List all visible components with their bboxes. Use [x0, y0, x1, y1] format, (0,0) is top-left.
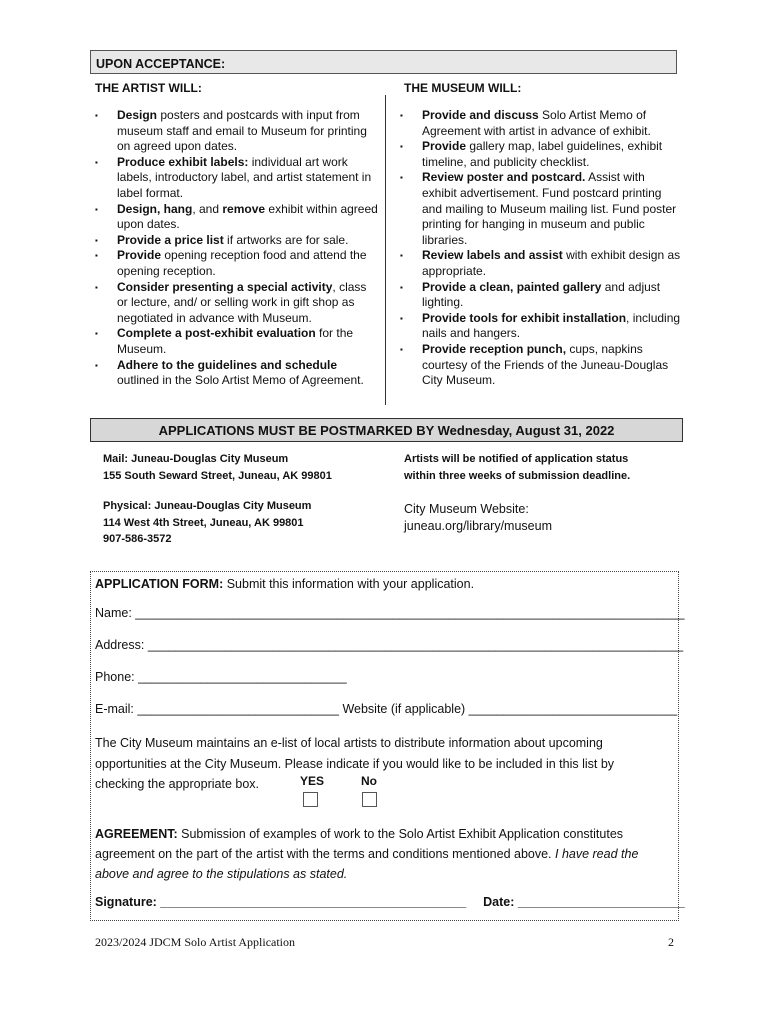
phone-label: Phone: [95, 670, 139, 684]
museum-item-bold: Provide reception punch, [422, 341, 567, 356]
list-item [95, 280, 380, 327]
museum-phone: 907-586-3572 [103, 533, 172, 545]
artist-item-text: opening reception food and attend the opening reception. [117, 248, 367, 278]
mail-address [103, 451, 332, 484]
museum-item-bold: Provide [422, 139, 467, 154]
bullet-icon: ▪ [95, 251, 98, 261]
mail-line-1: Mail: Juneau-Douglas City Museum [103, 453, 289, 465]
yes-label: YES [300, 774, 325, 788]
artist-item-bold: Adhere to the guidelines and schedule [117, 357, 338, 372]
signature-input-line[interactable]: ____________________________________________ [160, 895, 467, 909]
postmark-deadline-text: APPLICATIONS MUST BE POSTMARKED BY Wednesday, August 31, 2022 [158, 423, 615, 438]
museum-item-text: Solo Artist Memo of Agreement with artist in advance of exhibit. [422, 108, 651, 138]
bullet-icon: ▪ [400, 282, 403, 292]
notify-line-1: Artists will be notified of application status [404, 453, 629, 465]
elist-line-1: The City Museum maintains an e-list of local artists to distribute information about upcoming [95, 736, 603, 750]
artist-item-bold: Design, hang [117, 201, 193, 216]
list-item [400, 280, 682, 311]
form-title [95, 577, 474, 591]
date-input-line[interactable]: ________________________ [517, 895, 685, 909]
no-label: No [361, 774, 377, 788]
acceptance-header-text: UPON ACCEPTANCE: [96, 57, 226, 71]
notify-line-2: within three weeks of submission deadline. [404, 469, 631, 482]
agreement-line-1-rest: Submission of examples of work to the Solo Artist Exhibit Application constitutes [177, 827, 624, 841]
list-item [95, 358, 380, 389]
list-item [400, 170, 682, 248]
no-checkbox[interactable] [362, 792, 377, 807]
artist-item-text: outlined in the Solo Artist Memo of Agreement. [117, 373, 364, 388]
artist-item-text: , and [192, 201, 223, 216]
signature-label: Signature: [95, 895, 161, 909]
agreement-line-2-plain: agreement on the part of the artist with the terms and conditions mentioned above. [95, 847, 555, 861]
list-item [95, 248, 380, 279]
agreement-line-2 [95, 844, 638, 864]
bullet-icon: ▪ [95, 329, 98, 339]
agreement-bold: AGREEMENT: [95, 827, 178, 841]
museum-item-text: with exhibit design as appropriate. [422, 248, 681, 278]
agreement-line-3-italic: above and agree to the stipulations as stated. [95, 867, 348, 881]
artist-item-text: exhibit within agreed upon dates. [117, 201, 378, 232]
website-label: Website (if applicable) [338, 702, 469, 716]
agreement-line-2-italic: I have read the [555, 847, 639, 861]
bullet-icon: ▪ [95, 360, 98, 370]
bullet-icon: ▪ [95, 157, 98, 167]
list-item [400, 248, 682, 279]
museum-item-text: Assist with exhibit advertisement. Fund postcard printing and mailing to Museum mailing list. Fund poster printing for hanging in museum and public libraries. [422, 170, 677, 247]
yes-checkbox[interactable] [303, 792, 318, 807]
museum-website-url[interactable]: juneau.org/library/museum [404, 518, 552, 533]
website-input-line[interactable]: ______________________________ [468, 702, 678, 716]
form-title-bold: APPLICATION FORM: [95, 577, 224, 591]
museum-item-bold: Review poster and postcard. [422, 170, 586, 185]
address-input-line[interactable]: _____________________________________________________________________________ [147, 638, 684, 652]
footer-title: 2023/2024 JDCM Solo Artist Application [95, 935, 296, 949]
artist-item-bold: Complete a post-exhibit evaluation [117, 326, 316, 341]
agreement-line-3 [95, 864, 638, 884]
agreement-line-1 [95, 824, 638, 844]
museum-column-title: THE MUSEUM WILL: [404, 81, 522, 95]
museum-website-block [404, 501, 552, 534]
date-label: Date: [483, 895, 518, 909]
physical-line-2: 114 West 4th Street, Juneau, AK 99801 [103, 516, 304, 529]
bullet-icon: ▪ [400, 111, 403, 120]
artist-column-title: THE ARTIST WILL: [95, 81, 202, 95]
artist-item-bold: Design [117, 108, 158, 122]
postmark-deadline-banner [90, 418, 683, 442]
list-item [400, 342, 682, 389]
list-item [95, 326, 380, 357]
artist-item-text: , class or lecture, and/ or selling work in gift shop as negotiated in advance with Museum. [117, 279, 367, 325]
bullet-icon: ▪ [400, 142, 403, 152]
mail-line-2: 155 South Seward Street, Juneau, AK 99801 [103, 469, 332, 482]
phone-input-line[interactable]: ______________________________ [138, 670, 347, 684]
bullet-icon: ▪ [400, 344, 403, 354]
column-divider [385, 95, 386, 405]
museum-item-text: , including nails and hangers. [422, 310, 681, 341]
artist-duties-list [95, 108, 380, 389]
list-item [95, 108, 380, 155]
elist-line-2: opportunities at the City Museum. Please indicate if you would like to be included in this list by [95, 756, 615, 771]
artist-item-bold: Provide a price list [117, 232, 224, 247]
elist-paragraph [95, 733, 614, 795]
museum-item-bold: Review labels and assist [422, 248, 563, 263]
name-input-line[interactable]: _______________________________________________________________________________ [135, 606, 685, 620]
list-item [95, 202, 380, 233]
bullet-icon: ▪ [400, 251, 403, 261]
museum-item-bold: Provide tools for exhibit installation [422, 310, 627, 325]
museum-item-text: and adjust lighting. [422, 279, 661, 310]
phone-field[interactable] [95, 670, 347, 684]
list-item [95, 155, 380, 202]
artist-item-text: if artworks are for sale. [223, 232, 349, 247]
elist-line-3: checking the appropriate box. [95, 777, 259, 791]
list-item [400, 139, 682, 170]
artist-item-bold: remove [222, 201, 266, 216]
museum-item-text: cups, napkins courtesy of the Friends of the Juneau-Douglas City Museum. [422, 341, 669, 388]
list-item [400, 108, 682, 139]
email-website-row [95, 702, 677, 716]
artist-item-bold: Consider presenting a special activity [117, 279, 333, 294]
address-field[interactable] [95, 638, 683, 652]
address-label: Address: [95, 638, 148, 652]
artist-item-bold: Produce exhibit labels: [117, 154, 249, 169]
museum-item-text: gallery map, label guidelines, exhibit timeline, and publicity checklist. [422, 139, 663, 169]
name-field[interactable] [95, 606, 685, 620]
bullet-icon: ▪ [400, 173, 403, 183]
artist-item-text: posters and postcards with input from museum staff and email to Museum for printing on agreed upon dates. [117, 108, 367, 154]
signature-date-row [95, 895, 685, 909]
bullet-icon: ▪ [95, 282, 98, 292]
agreement-paragraph [95, 824, 638, 884]
page-number: 2 [668, 935, 674, 949]
bullet-icon: ▪ [95, 204, 98, 214]
artist-item-bold: Provide [117, 248, 162, 263]
physical-line-1: Physical: Juneau-Douglas City Museum [103, 500, 312, 512]
list-item [95, 233, 380, 249]
notification-note [404, 451, 630, 484]
bullet-icon: ▪ [95, 235, 98, 245]
name-label: Name: [95, 606, 136, 620]
museum-item-bold: Provide and discuss [422, 108, 539, 122]
physical-address [103, 498, 311, 548]
artist-item-text: individual art work labels, introductory label, and artist statement in label format. [117, 154, 372, 200]
artist-item-text: for the Museum. [117, 326, 354, 356]
museum-website-label: City Museum Website: [404, 502, 529, 516]
acceptance-header [90, 50, 677, 74]
museum-item-bold: Provide a clean, painted gallery [422, 279, 602, 294]
museum-duties-list [400, 108, 682, 389]
bullet-icon: ▪ [400, 313, 403, 323]
list-item [400, 311, 682, 342]
email-input-line[interactable]: _____________________________ [137, 702, 339, 716]
bullet-icon: ▪ [95, 111, 98, 120]
email-label: E-mail: [95, 702, 138, 716]
form-title-rest: Submit this information with your application. [223, 577, 475, 591]
